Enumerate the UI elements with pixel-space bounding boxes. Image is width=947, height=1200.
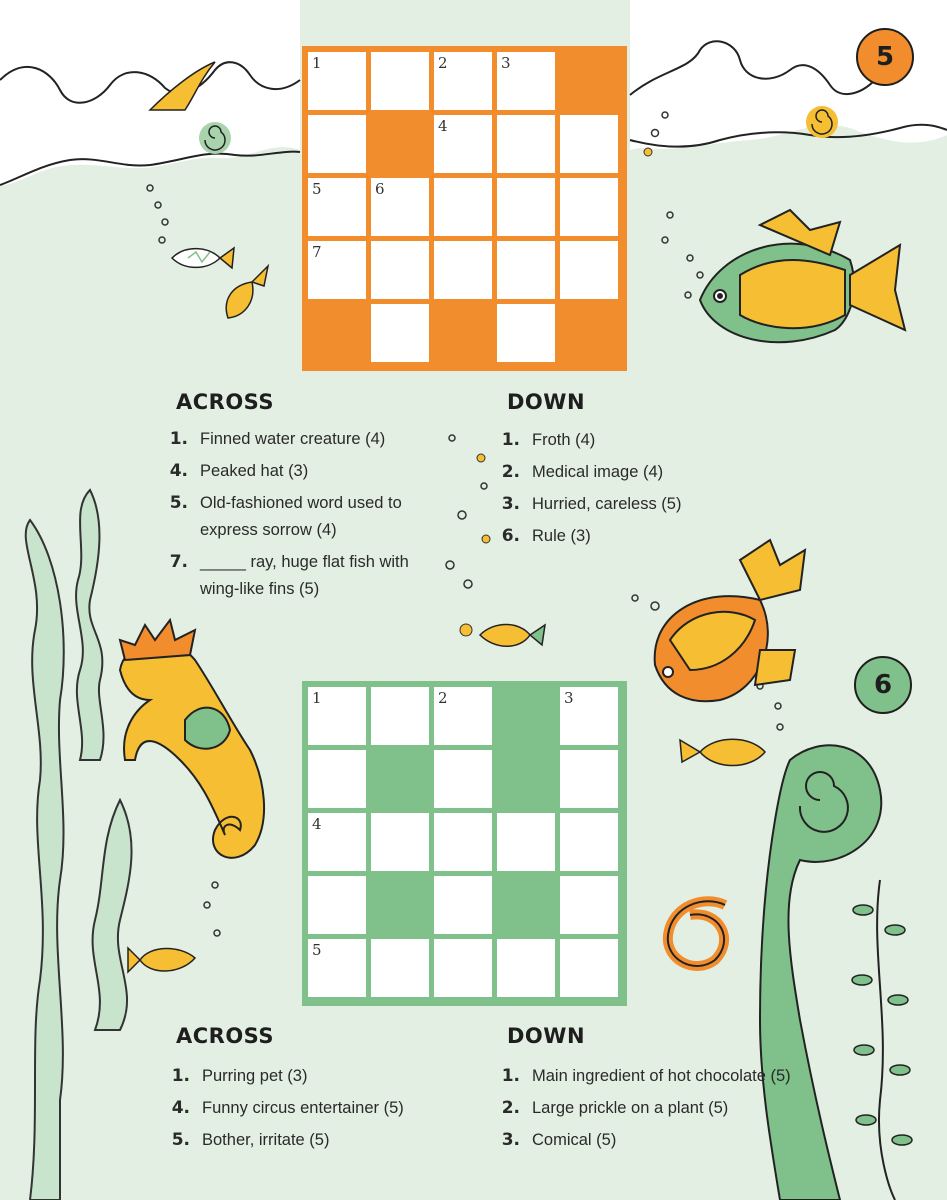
crossword-cell[interactable] xyxy=(371,939,429,997)
clue-number: 5. xyxy=(171,1130,190,1150)
clue-text: Peaked hat (3) xyxy=(200,462,309,480)
crossword-cell[interactable] xyxy=(560,939,618,997)
clue-number: 7. xyxy=(169,552,188,572)
crossword-cell[interactable] xyxy=(560,813,618,871)
cell-number: 5 xyxy=(312,180,322,198)
crossword-cell[interactable] xyxy=(560,178,618,236)
clue-number: 4. xyxy=(169,461,188,481)
crossword-cell[interactable] xyxy=(560,241,618,299)
crossword-cell[interactable] xyxy=(371,241,429,299)
crossword-block xyxy=(560,52,618,110)
clue-item xyxy=(492,523,752,550)
down-clues-5 xyxy=(492,427,752,555)
crossword-block xyxy=(497,750,555,808)
crossword-cell[interactable] xyxy=(308,241,366,299)
crossword-cell[interactable] xyxy=(560,115,618,173)
crossword-cell[interactable] xyxy=(434,750,492,808)
crossword-cell[interactable] xyxy=(434,687,492,745)
crossword-cell[interactable] xyxy=(371,52,429,110)
down-heading-5: DOWN xyxy=(507,390,586,414)
cell-number: 3 xyxy=(564,689,574,707)
small-fish-3 xyxy=(480,624,545,646)
clue-item xyxy=(162,1095,462,1122)
clue-number: 3. xyxy=(501,1130,520,1150)
clue-number: 4. xyxy=(171,1098,190,1118)
crossword-cell[interactable] xyxy=(560,687,618,745)
clue-number: 3. xyxy=(501,494,520,514)
clue-text: Finned water creature (4) xyxy=(200,430,386,448)
big-fish-top xyxy=(700,210,905,342)
crossword-cell[interactable] xyxy=(497,304,555,362)
crossword-cell[interactable] xyxy=(497,241,555,299)
clue-text: Rule (3) xyxy=(532,527,591,545)
crossword-cell[interactable] xyxy=(371,178,429,236)
cell-number: 2 xyxy=(438,689,448,707)
crossword-cell[interactable] xyxy=(560,876,618,934)
seahorse xyxy=(120,620,264,858)
clue-text: Large prickle on a plant (5) xyxy=(532,1099,729,1117)
clue-item xyxy=(492,1127,832,1154)
clue-item xyxy=(160,490,420,544)
clue-number: 1. xyxy=(169,429,188,449)
clue-item xyxy=(160,458,420,485)
crossword-cell[interactable] xyxy=(497,939,555,997)
clue-text: Bother, irritate (5) xyxy=(202,1131,330,1149)
clue-text: Medical image (4) xyxy=(532,463,664,481)
small-fish-5 xyxy=(128,948,195,972)
clue-text: Comical (5) xyxy=(532,1131,617,1149)
small-fish-4 xyxy=(680,739,765,765)
clue-number: 1. xyxy=(501,1066,520,1086)
crossword-cell[interactable] xyxy=(434,52,492,110)
crossword-cell[interactable] xyxy=(308,178,366,236)
crossword-cell[interactable] xyxy=(308,939,366,997)
cell-number: 5 xyxy=(312,941,322,959)
down-clues-6 xyxy=(492,1063,832,1159)
crossword-block xyxy=(497,876,555,934)
down-heading-6: DOWN xyxy=(507,1024,586,1048)
crossword-cell[interactable] xyxy=(371,304,429,362)
crossword-block xyxy=(308,304,366,362)
small-fish-2 xyxy=(226,266,268,318)
crossword-block xyxy=(560,304,618,362)
crossword-cell[interactable] xyxy=(308,750,366,808)
crossword-cell[interactable] xyxy=(497,813,555,871)
crossword-grid-5 xyxy=(302,46,627,371)
cell-number: 7 xyxy=(312,243,322,261)
clue-item xyxy=(162,1127,462,1154)
crossword-cell[interactable] xyxy=(434,178,492,236)
wave-sky-left xyxy=(0,0,300,185)
clue-number: 2. xyxy=(501,462,520,482)
clue-number: 1. xyxy=(501,430,520,450)
crossword-cell[interactable] xyxy=(308,687,366,745)
snail-shell xyxy=(668,901,725,966)
cell-number: 1 xyxy=(312,689,322,707)
crossword-cell[interactable] xyxy=(308,876,366,934)
crossword-cell[interactable] xyxy=(371,687,429,745)
cell-number: 2 xyxy=(438,54,448,72)
across-clues-5 xyxy=(160,426,420,608)
puzzle-5-badge: 5 xyxy=(856,28,914,86)
puzzle-6-badge: 6 xyxy=(854,656,912,714)
across-clues-6 xyxy=(162,1063,462,1159)
crossword-block xyxy=(371,115,429,173)
clue-number: 5. xyxy=(169,493,188,513)
crossword-cell[interactable] xyxy=(497,115,555,173)
across-heading-6: ACROSS xyxy=(176,1024,274,1048)
crossword-block xyxy=(371,876,429,934)
crossword-cell[interactable] xyxy=(434,939,492,997)
crossword-grid-6 xyxy=(302,681,627,1006)
across-heading-5: ACROSS xyxy=(176,390,274,414)
cell-number: 4 xyxy=(312,815,322,833)
crossword-cell[interactable] xyxy=(497,52,555,110)
crossword-block xyxy=(371,750,429,808)
clue-item xyxy=(160,426,420,453)
clue-item xyxy=(492,427,752,454)
crossword-cell[interactable] xyxy=(308,115,366,173)
crossword-cell[interactable] xyxy=(308,813,366,871)
clue-number: 6. xyxy=(501,526,520,546)
cell-number: 1 xyxy=(312,54,322,72)
clue-number: 1. xyxy=(171,1066,190,1086)
clue-item xyxy=(492,491,752,518)
clue-item xyxy=(160,549,420,603)
clue-text: Froth (4) xyxy=(532,431,596,449)
crossword-cell[interactable] xyxy=(434,241,492,299)
crossword-block xyxy=(434,304,492,362)
crossword-cell[interactable] xyxy=(308,52,366,110)
clue-text: Purring pet (3) xyxy=(202,1067,308,1085)
crossword-block xyxy=(497,687,555,745)
crossword-cell[interactable] xyxy=(434,813,492,871)
clue-item xyxy=(492,1095,832,1122)
clue-item xyxy=(492,459,752,486)
small-fish-1 xyxy=(172,248,234,268)
clue-item xyxy=(162,1063,462,1090)
cell-number: 4 xyxy=(438,117,448,135)
clue-text: Old-fashioned word used to express sorrow (4) xyxy=(200,494,402,539)
clue-text: _____ ray, huge flat fish with wing-like fins (5) xyxy=(200,553,409,598)
clue-text: Main ingredient of hot chocolate (5) xyxy=(532,1067,791,1085)
clue-text: Funny circus entertainer (5) xyxy=(202,1099,404,1117)
cell-number: 6 xyxy=(375,180,385,198)
crossword-cell[interactable] xyxy=(560,750,618,808)
cell-number: 3 xyxy=(501,54,511,72)
clue-text: Hurried, careless (5) xyxy=(532,495,682,513)
crossword-cell[interactable] xyxy=(434,115,492,173)
crossword-cell[interactable] xyxy=(497,178,555,236)
seaweed-left xyxy=(26,490,132,1200)
fish-middle xyxy=(655,540,805,701)
crossword-cell[interactable] xyxy=(371,813,429,871)
clue-item xyxy=(492,1063,832,1090)
crossword-cell[interactable] xyxy=(434,876,492,934)
clue-number: 2. xyxy=(501,1098,520,1118)
